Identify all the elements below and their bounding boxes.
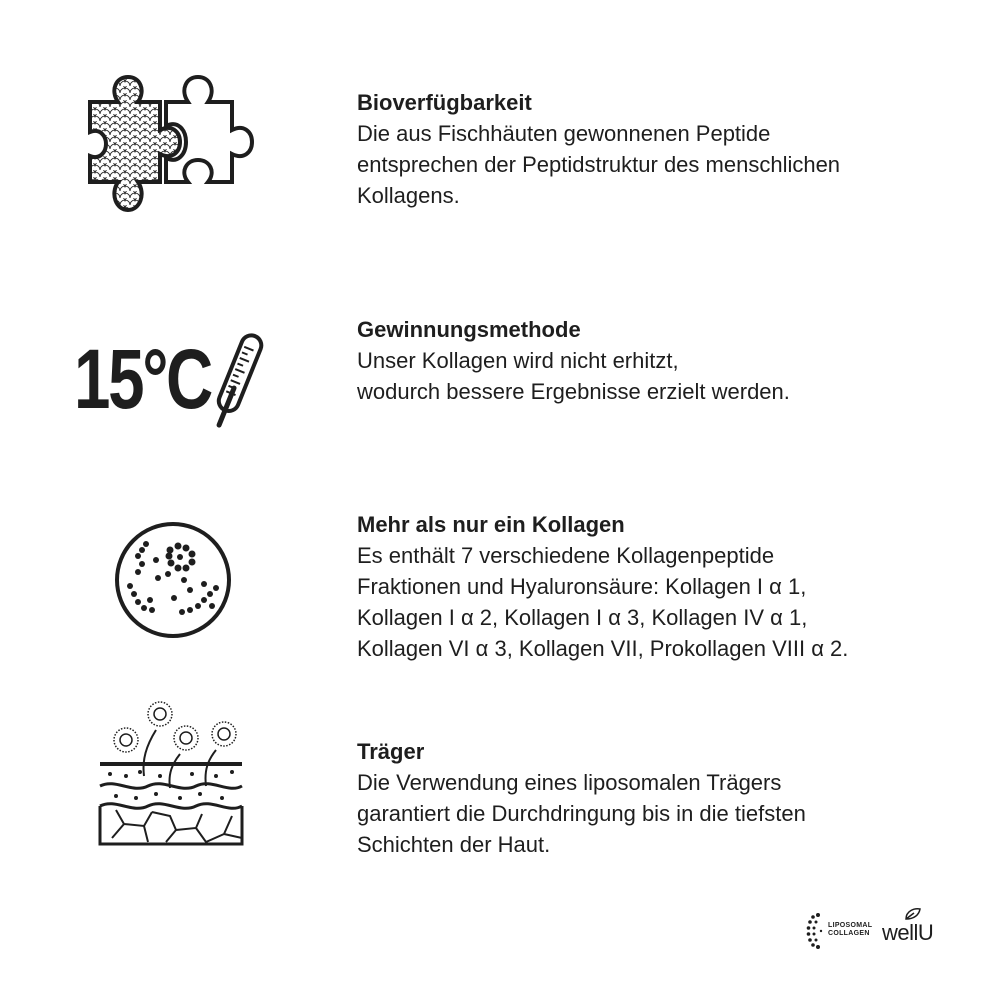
feature-line: Unser Kollagen wird nicht erhitzt, xyxy=(357,348,679,373)
feature-title: Mehr als nur ein Kollagen xyxy=(357,512,625,537)
feature-line: Die aus Fischhäuten gewonnenen Peptide xyxy=(357,121,771,146)
feature-title: Bioverfügbarkeit xyxy=(357,90,532,115)
feature-text xyxy=(357,737,957,860)
puzzle-icon xyxy=(80,72,255,217)
feature-line: Kollagens. xyxy=(357,183,460,208)
logo-line: COLLAGEN xyxy=(828,930,870,937)
feature-title: Gewinnungsmethode xyxy=(357,317,581,342)
liposomal-dots-icon xyxy=(806,911,828,951)
feature-line: Fraktionen und Hyaluronsäure: Kollagen I α 1, xyxy=(357,574,807,599)
feature-line: wodurch bessere Ergebnisse erzielt werden. xyxy=(357,379,790,404)
feature-text xyxy=(357,315,957,407)
feature-title: Träger xyxy=(357,739,425,764)
feature-text xyxy=(357,510,957,664)
molecule-circle-icon xyxy=(108,520,238,640)
feature-line: Schichten der Haut. xyxy=(357,832,551,857)
feature-line: Kollagen VI α 3, Kollagen VII, Prokollagen VIII α 2. xyxy=(357,636,849,661)
skin-layers-icon xyxy=(96,698,246,848)
feature-line: Die Verwendung eines liposomalen Trägers xyxy=(357,770,782,795)
logo-line: LIPOSOMAL xyxy=(828,922,873,929)
feature-line: garantiert die Durchdringung bis in die tiefsten xyxy=(357,801,806,826)
footer-logos xyxy=(806,905,956,955)
wellu-logo: wellU xyxy=(882,920,934,945)
feature-line: entsprechen der Peptidstruktur des menschlichen xyxy=(357,152,841,177)
thermometer-icon xyxy=(200,328,270,438)
feature-line: Es enthält 7 verschiedene Kollagenpeptide xyxy=(357,543,775,568)
feature-text xyxy=(357,88,957,211)
leaf-icon xyxy=(904,907,922,921)
liposomal-collagen-logo xyxy=(828,922,872,938)
temperature-label: 15°C xyxy=(74,332,212,426)
feature-line: Kollagen I α 2, Kollagen I α 3, Kollagen IV α 1, xyxy=(357,605,808,630)
